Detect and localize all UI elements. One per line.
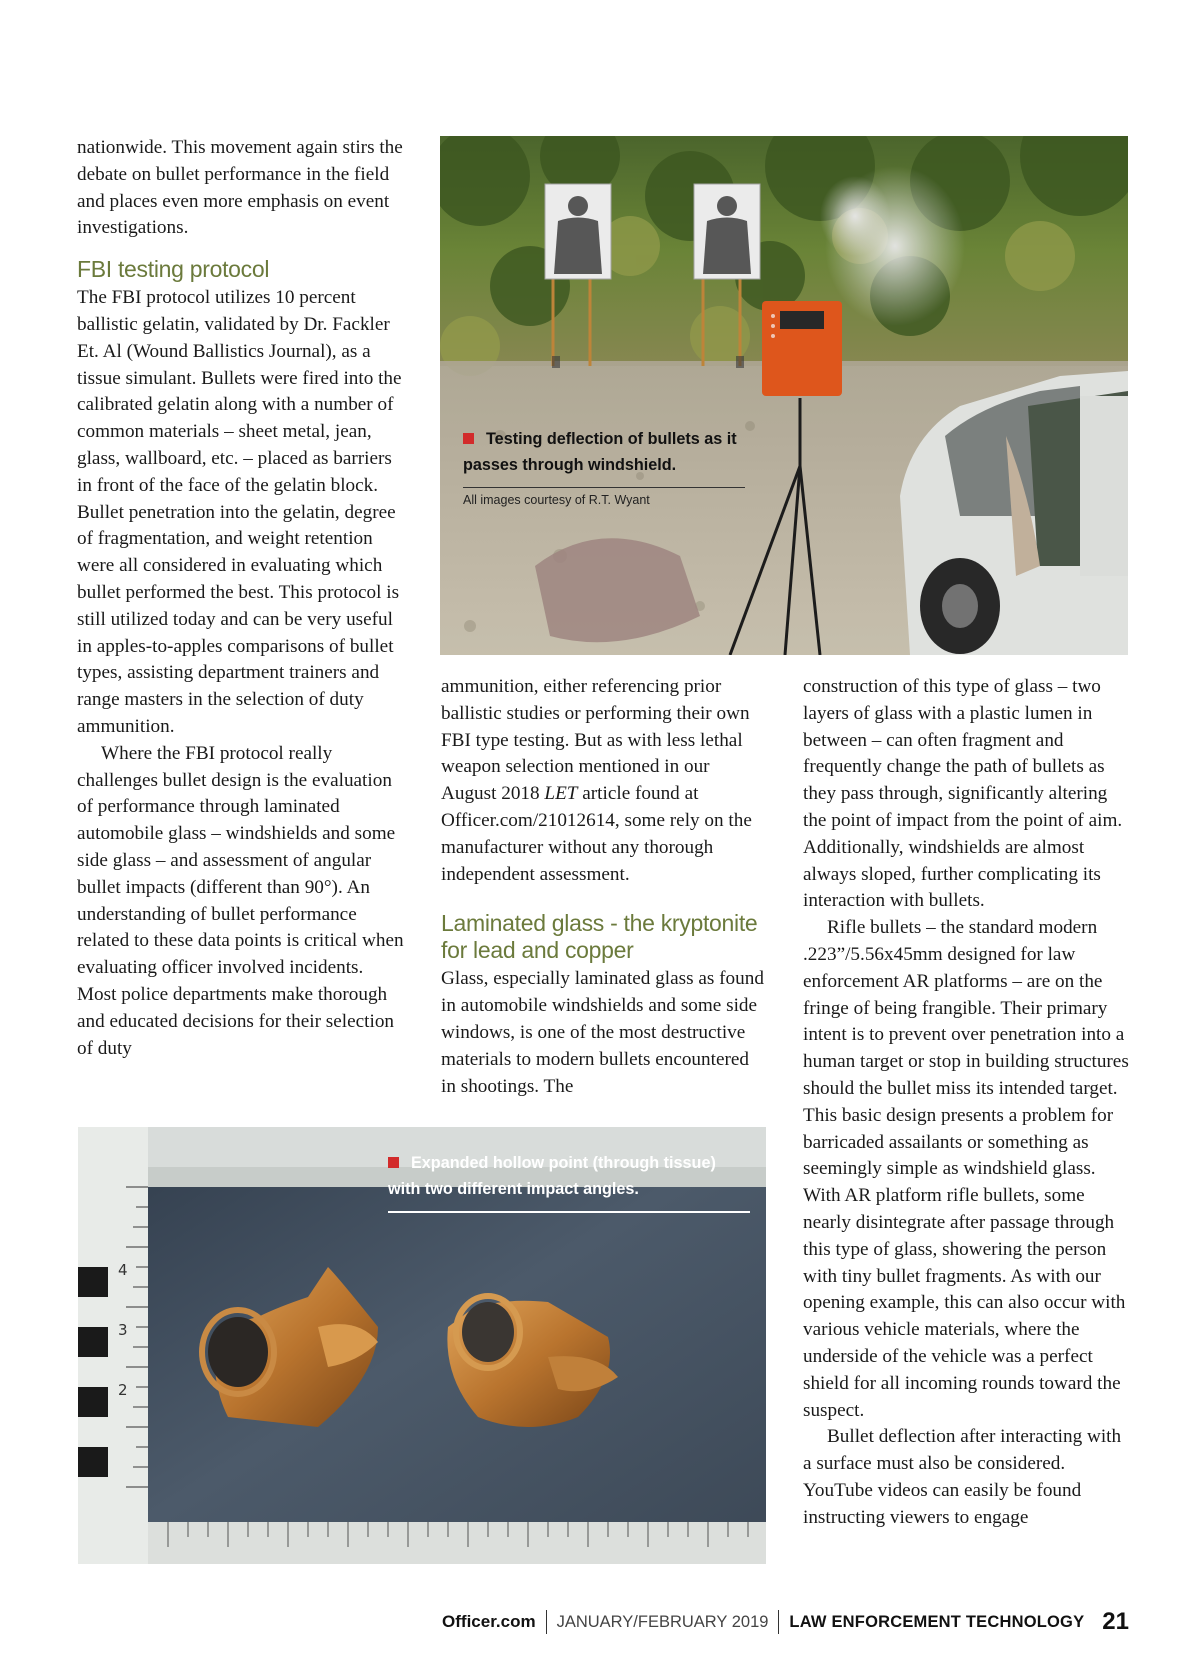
bullet-deflection-paragraph: Bullet deflection after interacting with a surface must also be considered. YouTube videos can easily be found instructing viewers to engage xyxy=(803,1426,1122,1528)
laminated-glass-paragraph: Glass, especially laminated glass as found in automobile windshields and some side windows, is one of the most destructive materials to modern bullets encountered in shootings. The xyxy=(441,968,764,1097)
caption-divider xyxy=(388,1211,750,1213)
footer-site[interactable]: Officer.com xyxy=(442,1612,536,1631)
ammunition-paragraph xyxy=(441,674,767,888)
caption-marker-icon xyxy=(463,433,474,444)
rifle-bullets-paragraph: Rifle bullets – the standard modern .223”/5.56x45mm designed for law enforcement AR platforms – are on the fringe of being frangible. Their primary intent is to prevent over penetration into a human target or stop in building structures should the bullet miss its intended target. This basic design presents a problem for barricaded assailants or something as seemingly simple as windshield glass. With AR platform rifle bullets, some nearly disintegrate after passage through this type of glass, showering the person with tiny bullet fragments. As with our opening example, this can also occur with various vehicle materials, where the underside of the vehicle was a perfect shield for all incoming rounds toward the suspect. xyxy=(803,917,1129,1421)
laminated-glass-heading: Laminated glass - the kryptonite for lead and copper xyxy=(441,910,758,964)
footer-date: JANUARY/FEBRUARY 2019 xyxy=(556,1612,769,1631)
column-1 xyxy=(77,135,407,1062)
ammunition-text-a: ammunition, either referencing prior ballistic studies or performing their own FBI type testing. But as with less lethal weapon selection mentioned in our August 2018 xyxy=(441,676,750,805)
glass-construction-paragraph: construction of this type of glass – two layers of glass with a plastic lumen in between – can often fragment and frequently change the path of bullets as they pass through, significantly altering the point of impact from the point of aim. Additionally, windshields are almost always sloped, further complicating its interaction with bullets. xyxy=(803,676,1123,912)
intro-paragraph: nationwide. This movement again stirs the debate on bullet performance in the field and places even more emphasis on event investigations. xyxy=(77,137,403,239)
ruler-number-2: 2 xyxy=(118,1381,128,1399)
windshield-test-photo xyxy=(440,136,1128,655)
bottom-photo-caption xyxy=(388,1150,748,1202)
footer-separator xyxy=(778,1610,779,1634)
top-photo-caption xyxy=(463,426,753,478)
fbi-challenge-paragraph: Where the FBI protocol really challenges bullet design is the evaluation of performance through laminated automobile glass – windshields and some side glass – and assessment of angular bullet impacts (different than 90°). An understanding of bullet performance related to these data points is critical when evaluating officer involved incidents. Most police departments make thorough and educated decisions for their selection of duty xyxy=(77,742,404,1059)
column-3 xyxy=(803,674,1133,1532)
top-caption-text: Testing deflection of bullets as it passes through windshield. xyxy=(463,430,737,474)
footer-magazine: LAW ENFORCEMENT TECHNOLOGY xyxy=(789,1612,1085,1631)
page-number: 21 xyxy=(1102,1608,1129,1635)
ruler-number-4: 4 xyxy=(118,1261,128,1279)
bottom-caption-text: Expanded hollow point (through tissue) with two different impact angles. xyxy=(388,1154,716,1198)
caption-marker-icon xyxy=(388,1157,399,1168)
footer-separator xyxy=(546,1610,547,1634)
caption-divider xyxy=(463,487,745,488)
let-abbreviation: LET xyxy=(544,783,578,805)
column-2 xyxy=(441,674,767,1100)
fbi-testing-heading: FBI testing protocol xyxy=(77,256,270,283)
image-credit: All images courtesy of R.T. Wyant xyxy=(463,493,650,507)
ammunition-text-b: article found at Officer.com/21012614, some rely on the manufacturer without any thorough independent assessment. xyxy=(441,783,752,885)
fbi-protocol-paragraph: The FBI protocol utilizes 10 percent ballistic gelatin, validated by Dr. Fackler Et. Al (Wound Ballistics Journal), as a tissue simulant. Bullets were fired into the calibrated gelatin along with a number of common materials – sheet metal, jean, glass, wallboard, etc. – placed as barriers in front of the face of the gelatin block. Bullet penetration into the gelatin, degree of fragmentation, and weight retention were all considered in evaluating which bullet performed the best. This protocol is still utilized today and can be very useful in apples-to-apples comparisons of bullet types, assisting department trainers and range masters in the selection of duty ammunition. xyxy=(77,287,402,737)
ruler-number-3: 3 xyxy=(118,1321,128,1339)
page-footer xyxy=(442,1609,1129,1635)
